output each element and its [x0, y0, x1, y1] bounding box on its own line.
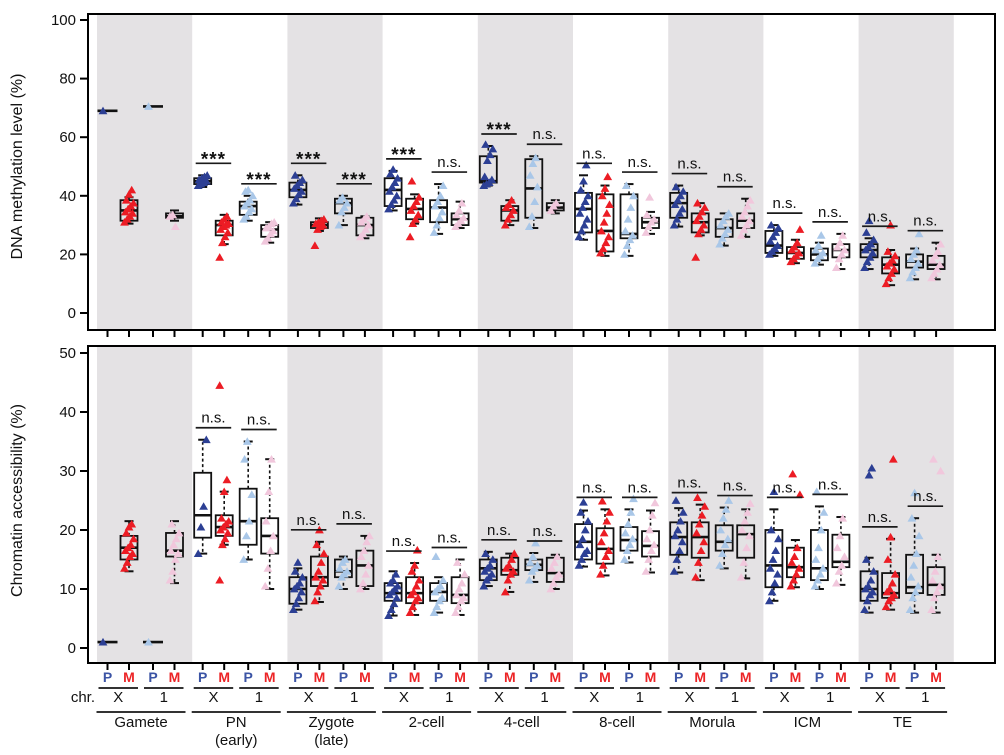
sig-label: ***: [296, 149, 322, 171]
chromosome-label: X: [398, 689, 409, 706]
data-point-triangle: [584, 517, 593, 525]
box-group: [430, 552, 448, 670]
paternal-label: P: [674, 669, 684, 685]
data-point-triangle: [458, 199, 467, 207]
stage-band: [97, 346, 192, 663]
chromosome-label: X: [113, 689, 124, 706]
data-point-triangle: [620, 250, 629, 258]
data-point-triangle: [603, 173, 612, 181]
maternal-label: M: [313, 669, 326, 685]
stage-label: 4-cell: [503, 714, 540, 731]
stage-label: Zygote: [308, 714, 355, 731]
data-point-triangle: [266, 546, 275, 554]
data-point-triangle: [622, 181, 631, 189]
data-point-triangle: [583, 215, 592, 223]
data-point-triangle: [215, 381, 224, 389]
data-point-triangle: [817, 231, 826, 239]
sig-label: n.s.: [772, 479, 797, 497]
maternal-label: M: [739, 669, 752, 685]
data-point-triangle: [774, 535, 783, 543]
data-point-triangle: [197, 523, 206, 531]
stage-band: [97, 14, 192, 330]
paternal-label: P: [719, 669, 729, 685]
sig-label: n.s.: [913, 488, 938, 506]
maternal-label: M: [884, 669, 897, 685]
panel-1: [9, 345, 995, 670]
sig-label: n.s.: [532, 523, 557, 541]
paternal-label: P: [529, 669, 539, 685]
paternal-label: P: [769, 669, 779, 685]
chromosome-label: X: [779, 689, 790, 706]
sig-label: n.s.: [818, 203, 843, 221]
box-group: [384, 570, 402, 670]
maternal-label: M: [408, 669, 421, 685]
data-point-triangle: [223, 476, 232, 484]
data-point-triangle: [430, 228, 439, 236]
sig-label: n.s.: [201, 409, 226, 427]
paternal-label: P: [102, 669, 113, 685]
data-point-triangle: [579, 177, 588, 185]
data-point-triangle: [771, 546, 780, 554]
data-point-triangle: [264, 564, 273, 572]
box-group: [261, 455, 278, 670]
box-group: [575, 498, 593, 670]
chromosome-label: X: [494, 689, 505, 706]
stage-band: [478, 346, 573, 663]
data-point-triangle: [597, 538, 606, 546]
maternal-label: M: [503, 669, 516, 685]
box-group: [765, 487, 783, 670]
paternal-label: P: [148, 669, 158, 685]
data-point-triangle: [604, 233, 613, 241]
data-point-triangle: [650, 541, 659, 549]
sig-label: n.s.: [246, 411, 272, 429]
maternal-label: M: [168, 669, 181, 685]
sig-label: ***: [200, 149, 227, 171]
sig-label: n.s.: [677, 474, 702, 492]
box-group: [787, 470, 805, 670]
box-group: [811, 487, 829, 670]
data-point-triangle: [599, 561, 608, 569]
box-group: [832, 514, 849, 670]
data-point-triangle: [406, 233, 415, 241]
paternal-label: P: [864, 669, 874, 685]
box-group: [596, 497, 614, 670]
data-point-triangle: [629, 192, 638, 200]
data-point-triangle: [605, 200, 614, 208]
maternal-label: M: [454, 669, 466, 685]
sig-label: n.s.: [437, 154, 462, 172]
sig-label: n.s.: [582, 145, 607, 163]
sig-label: ***: [486, 119, 512, 141]
stage-sublabel: (late): [314, 732, 349, 749]
sig-label: ***: [246, 169, 272, 191]
data-point-triangle: [215, 253, 224, 261]
y-tick-label: 40: [59, 404, 76, 421]
chromosome-label: X: [684, 689, 695, 706]
sig-label: n.s.: [437, 529, 462, 547]
stage-label: PN: [225, 714, 247, 731]
maternal-label: M: [789, 669, 802, 685]
box-group: [406, 177, 424, 337]
data-point-triangle: [788, 470, 797, 478]
data-point-triangle: [796, 225, 805, 233]
stage-band: [287, 14, 382, 330]
chromosome-label: 1: [159, 689, 168, 706]
data-point-triangle: [832, 263, 841, 271]
data-point-triangle: [600, 529, 609, 537]
stage-band: [287, 346, 382, 663]
maternal-label: M: [123, 669, 135, 685]
data-point-triangle: [242, 532, 251, 540]
chromosome-label: 1: [635, 689, 644, 706]
data-point-triangle: [215, 576, 224, 584]
stage-label: 8-cell: [599, 714, 635, 731]
paternal-label: P: [293, 669, 303, 685]
chromosome-label: 1: [921, 689, 930, 706]
sig-label: n.s.: [818, 476, 843, 494]
paternal-label: P: [814, 669, 825, 685]
stage-label: ICM: [793, 714, 822, 731]
box-group: [194, 436, 211, 670]
box-group: [575, 161, 593, 337]
stage-label: 2-cell: [408, 714, 445, 731]
y-tick-label: 100: [50, 12, 76, 29]
box-group: [215, 212, 233, 337]
data-point-triangle: [838, 231, 847, 239]
data-point-triangle: [199, 502, 208, 510]
paternal-label: P: [388, 669, 398, 685]
paternal-label: P: [198, 669, 208, 685]
chromosome-label: X: [208, 689, 219, 706]
stage-band: [859, 14, 954, 330]
data-point-triangle: [439, 181, 448, 189]
box-group: [239, 186, 257, 337]
chromosome-label: 1: [445, 689, 454, 706]
data-point-triangle: [414, 211, 423, 219]
maternal-label: M: [835, 669, 847, 685]
paternal-label: P: [624, 669, 634, 685]
maternal-label: M: [599, 669, 611, 685]
paternal-label: P: [909, 669, 920, 685]
chromosome-label: 1: [825, 689, 835, 706]
box-group: [765, 221, 783, 337]
y-tick-label: 80: [59, 70, 76, 88]
data-point-triangle: [596, 570, 605, 578]
stage-band: [859, 346, 954, 663]
chromosome-label: 1: [349, 689, 359, 706]
box-group: [620, 495, 638, 670]
panel-0: [9, 12, 995, 337]
data-point-triangle: [436, 192, 445, 200]
paternal-label: P: [338, 669, 349, 685]
box-group: [406, 546, 424, 670]
y-tick-label: 40: [59, 187, 76, 205]
maternal-label: M: [263, 669, 276, 685]
data-point-triangle: [836, 238, 845, 246]
sig-label: n.s.: [722, 477, 748, 495]
y-axis-title: DNA methylation level (%): [9, 73, 26, 260]
data-point-triangle: [392, 192, 401, 200]
box-group: [811, 231, 828, 337]
maternal-label: M: [694, 669, 707, 685]
y-tick-label: 30: [59, 463, 76, 480]
data-point-triangle: [602, 517, 611, 525]
data-point-triangle: [247, 490, 256, 498]
data-point-triangle: [600, 218, 609, 226]
stage-label: TE: [893, 714, 913, 731]
data-point-triangle: [408, 177, 417, 185]
data-point-triangle: [264, 487, 273, 495]
chromosome-label: 1: [730, 689, 740, 706]
maternal-label: M: [359, 669, 371, 685]
sig-label: n.s.: [677, 155, 702, 173]
sig-label: n.s.: [913, 212, 938, 230]
box-group: [430, 181, 448, 337]
data-point-triangle: [626, 203, 635, 211]
data-point-triangle: [621, 227, 630, 235]
data-point-triangle: [620, 555, 629, 563]
data-point-triangle: [458, 579, 467, 587]
data-point-triangle: [790, 552, 799, 560]
y-tick-label: 10: [59, 581, 76, 598]
sig-label: n.s.: [391, 533, 416, 551]
y-tick-label: 60: [59, 129, 76, 147]
data-point-triangle: [578, 535, 587, 543]
data-point-triangle: [645, 193, 654, 201]
paternal-label: P: [243, 669, 253, 685]
data-point-triangle: [820, 508, 829, 516]
data-point-triangle: [811, 555, 820, 563]
maternal-label: M: [644, 669, 657, 685]
sig-label: n.s.: [867, 208, 892, 226]
maternal-label: M: [930, 669, 942, 685]
data-point-triangle: [621, 529, 630, 537]
box-group: [787, 225, 805, 337]
data-point-triangle: [832, 579, 841, 587]
box-group: [384, 165, 402, 337]
data-point-triangle: [833, 544, 842, 552]
data-point-triangle: [602, 209, 611, 217]
chromosome-label: 1: [254, 689, 264, 706]
chromosome-label: 1: [540, 689, 549, 706]
box-group: [194, 171, 212, 337]
maternal-label: M: [218, 669, 231, 685]
data-point-triangle: [770, 579, 779, 587]
data-point-triangle: [769, 555, 778, 563]
data-point-triangle: [643, 535, 652, 543]
data-point-triangle: [768, 588, 777, 596]
data-point-triangle: [261, 582, 270, 590]
sig-label: ***: [341, 169, 367, 191]
data-point-triangle: [648, 511, 657, 519]
chromosome-label: X: [874, 689, 885, 706]
chr-axis-label: chr.: [70, 689, 95, 706]
chromosome-label: X: [303, 689, 314, 706]
sig-label: n.s.: [532, 126, 557, 144]
data-point-triangle: [814, 544, 823, 552]
box-group: [451, 199, 468, 337]
sig-label: n.s.: [867, 508, 892, 526]
stage-label: Morula: [689, 714, 736, 731]
y-tick-label: 20: [59, 522, 76, 539]
data-point-triangle: [438, 208, 447, 216]
sig-label: n.s.: [722, 168, 748, 186]
data-point-triangle: [624, 215, 633, 223]
y-tick-label: 0: [67, 305, 76, 322]
paternal-label: P: [578, 669, 589, 685]
sig-label: n.s.: [627, 154, 652, 172]
box-group: [596, 173, 614, 337]
stage-sublabel: (early): [214, 732, 258, 749]
data-point-triangle: [628, 535, 637, 543]
sig-label: n.s.: [486, 521, 512, 539]
box-group: [832, 231, 849, 337]
box-group: [642, 499, 660, 670]
chromosome-label: X: [589, 689, 600, 706]
data-point-triangle: [624, 520, 633, 528]
y-axis-title: Chromatin accessibility (%): [9, 404, 26, 597]
sig-label: ***: [391, 144, 417, 166]
bottom-axis: [71, 669, 947, 749]
paternal-label: P: [483, 669, 493, 685]
sig-label: n.s.: [582, 479, 607, 497]
data-point-triangle: [389, 165, 398, 173]
stage-label: Gamete: [114, 714, 168, 731]
sig-label: n.s.: [627, 479, 652, 497]
maternal-label: M: [549, 669, 562, 685]
box-group: [451, 558, 469, 670]
data-point-triangle: [455, 206, 464, 214]
sig-label: n.s.: [296, 511, 321, 529]
data-point-triangle: [642, 567, 651, 575]
box-group: [261, 218, 279, 337]
box-group: [642, 193, 659, 337]
data-point-triangle: [840, 552, 849, 560]
paternal-label: P: [433, 669, 444, 685]
y-tick-label: 50: [59, 345, 76, 362]
data-point-triangle: [579, 498, 588, 506]
data-point-triangle: [460, 570, 469, 578]
box-group: [239, 437, 256, 670]
data-point-triangle: [432, 552, 441, 560]
data-point-triangle: [773, 570, 782, 578]
y-tick-label: 20: [59, 246, 76, 264]
data-point-triangle: [651, 499, 660, 507]
y-tick-label: 0: [67, 640, 76, 657]
box-group: [620, 181, 638, 337]
sig-label: n.s.: [772, 195, 797, 213]
sig-label: n.s.: [342, 505, 367, 523]
data-point-triangle: [645, 526, 654, 534]
data-point-triangle: [581, 526, 590, 534]
